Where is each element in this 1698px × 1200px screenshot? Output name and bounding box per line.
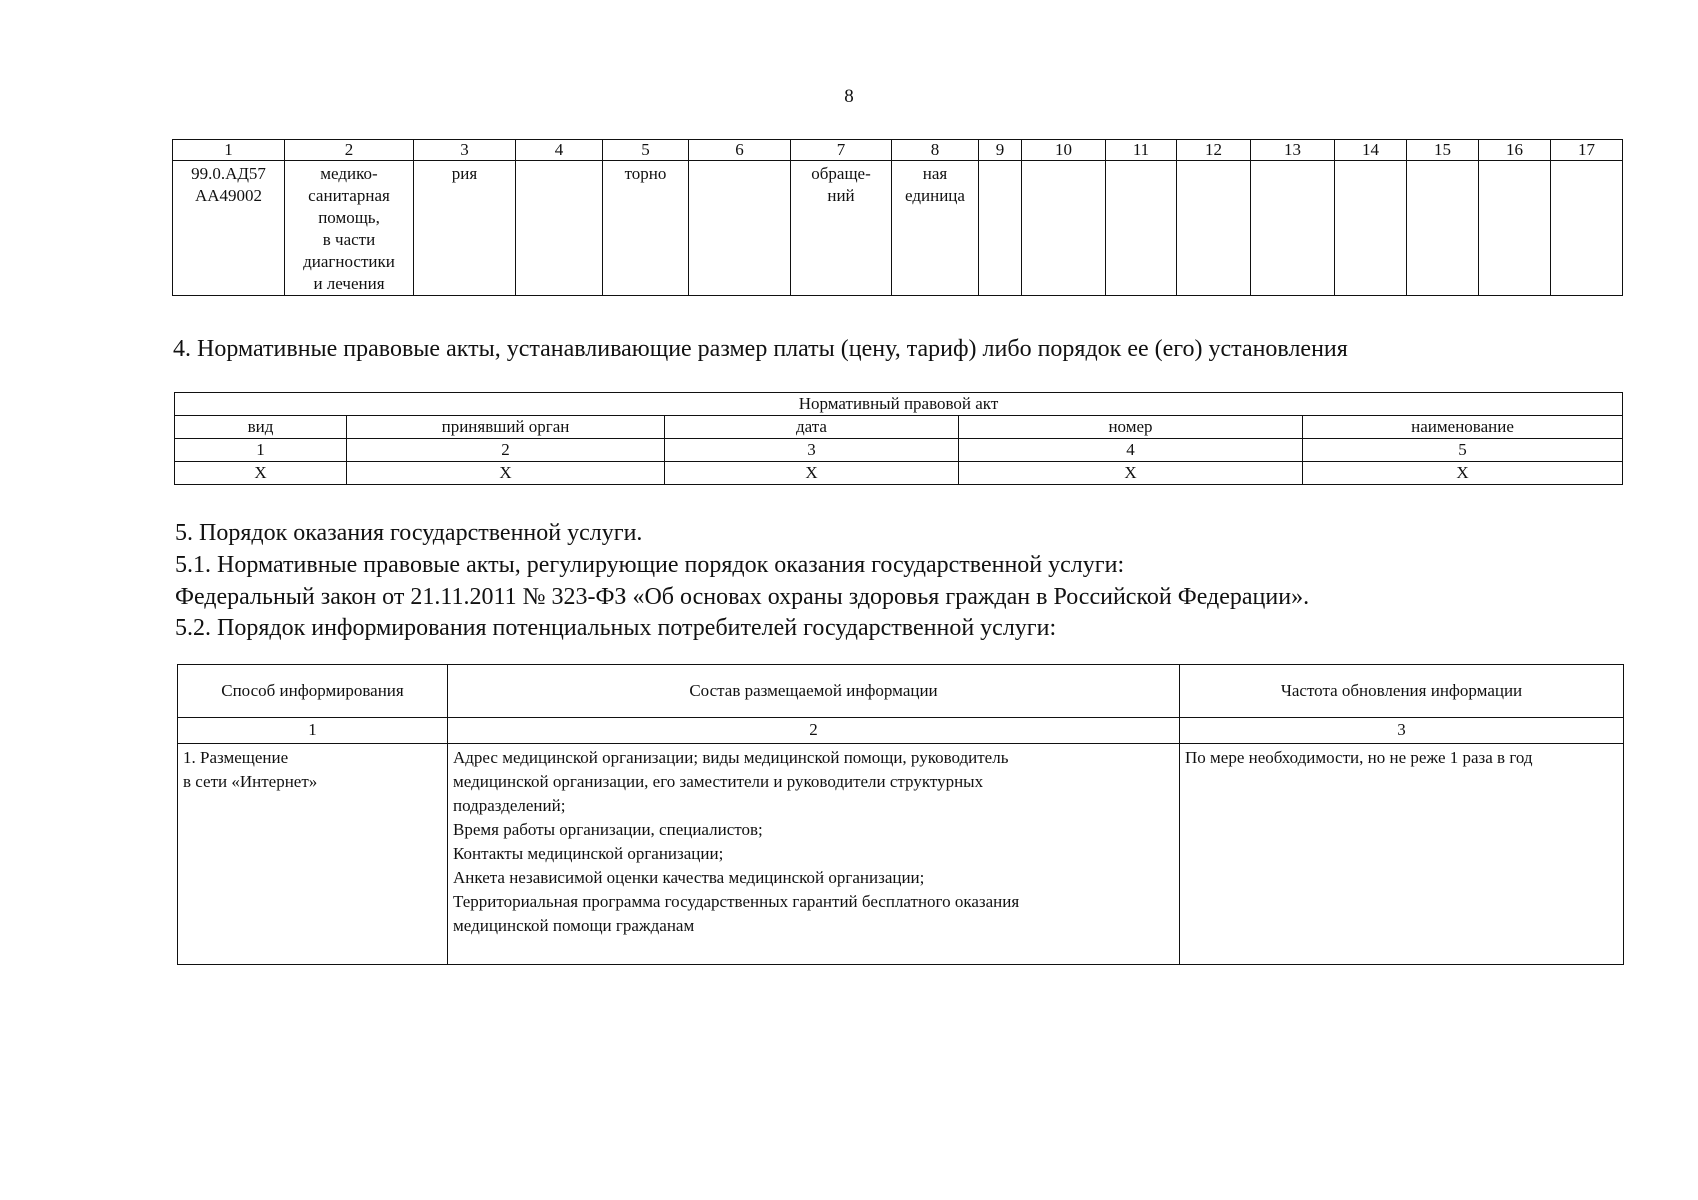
- col-number: 5: [603, 140, 689, 161]
- column-header: Способ информирования: [178, 665, 448, 718]
- table-header-row: [175, 416, 1623, 439]
- informing-method-cell: 1. Размещение в сети «Интернет»: [178, 744, 448, 965]
- table-cell: Х: [665, 462, 959, 485]
- col-number: 10: [1022, 140, 1106, 161]
- column-header: Состав размещаемой информации: [448, 665, 1180, 718]
- column-header: вид: [175, 416, 347, 439]
- col-number: 1: [178, 718, 448, 744]
- update-frequency-cell: По мере необходимости, но не реже 1 раза в год: [1180, 744, 1624, 965]
- column-header: дата: [665, 416, 959, 439]
- table-cell: Х: [175, 462, 347, 485]
- table-cell: рия: [414, 161, 516, 296]
- page-number: 8: [844, 86, 854, 107]
- table-cell: Х: [347, 462, 665, 485]
- table-cell: [516, 161, 603, 296]
- informing-table: [177, 664, 1624, 965]
- table-row: [175, 462, 1623, 485]
- table-cell: [1251, 161, 1335, 296]
- section-5-heading: 5. Порядок оказания государственной услуги.: [175, 520, 643, 546]
- column-header: Частота обновления информации: [1180, 665, 1624, 718]
- legal-acts-table: [174, 392, 1623, 485]
- col-number: 5: [1303, 439, 1623, 462]
- col-number: 3: [1180, 718, 1624, 744]
- col-number: 9: [979, 140, 1022, 161]
- table-title: Нормативный правовой акт: [175, 393, 1623, 416]
- col-number: 12: [1177, 140, 1251, 161]
- table-cell: торно: [603, 161, 689, 296]
- table-row: [178, 744, 1624, 965]
- col-number: 6: [689, 140, 791, 161]
- table-cell: Х: [1303, 462, 1623, 485]
- column-header: принявший орган: [347, 416, 665, 439]
- column-number-row: [178, 718, 1624, 744]
- col-number: 13: [1251, 140, 1335, 161]
- registry-code-cell: 99.0.АД57 АА49002: [173, 161, 285, 296]
- col-number: 16: [1479, 140, 1551, 161]
- col-number: 4: [959, 439, 1303, 462]
- table-cell: [1551, 161, 1623, 296]
- col-number: 14: [1335, 140, 1407, 161]
- table-cell: [1106, 161, 1177, 296]
- col-number: 17: [1551, 140, 1623, 161]
- col-number: 3: [665, 439, 959, 462]
- column-header: наименование: [1303, 416, 1623, 439]
- table-title-row: [175, 393, 1623, 416]
- services-table: [172, 139, 1623, 296]
- column-header: номер: [959, 416, 1303, 439]
- table-row: [173, 161, 1623, 296]
- table-header-row: [178, 665, 1624, 718]
- table-cell: [979, 161, 1022, 296]
- col-number: 3: [414, 140, 516, 161]
- col-number: 1: [175, 439, 347, 462]
- information-content-cell: Адрес медицинской организации; виды медицинской помощи, руководитель медицинской организации, его заместители и руководители структурных подразделений; Время работы организации, специалистов; Контакты медицинской организации; Анкета независимой оценки качества медицинской организации; Территориальная программа государственных гарантий бесплатного оказания медицинской помощи гражданам: [448, 744, 1180, 965]
- federal-law-reference: Федеральный закон от 21.11.2011 № 323-ФЗ «Об основах охраны здоровья граждан в Российской Федерации».: [175, 584, 1310, 610]
- column-number-row: [173, 140, 1623, 161]
- col-number: 2: [448, 718, 1180, 744]
- section-5-1-heading: 5.1. Нормативные правовые акты, регулирующие порядок оказания государственной услуги:: [175, 552, 1125, 578]
- table-cell: [1407, 161, 1479, 296]
- table-cell: [1335, 161, 1407, 296]
- column-number-row: [175, 439, 1623, 462]
- table-cell: [1479, 161, 1551, 296]
- section-5-2-heading: 5.2. Порядок информирования потенциальных потребителей государственной услуги:: [175, 615, 1057, 641]
- col-number: 1: [173, 140, 285, 161]
- service-content-cell: медико- санитарная помощь, в части диагностики и лечения: [285, 161, 414, 296]
- col-number: 15: [1407, 140, 1479, 161]
- table-cell: [1022, 161, 1106, 296]
- col-number: 11: [1106, 140, 1177, 161]
- col-number: 7: [791, 140, 892, 161]
- table-cell: Х: [959, 462, 1303, 485]
- table-cell: обраще- ний: [791, 161, 892, 296]
- col-number: 8: [892, 140, 979, 161]
- table-cell: [689, 161, 791, 296]
- col-number: 2: [285, 140, 414, 161]
- table-cell: [1177, 161, 1251, 296]
- section-4-heading: 4. Нормативные правовые акты, устанавливающие размер платы (цену, тариф) либо порядок ее (его) установления: [173, 336, 1348, 362]
- table-cell: ная единица: [892, 161, 979, 296]
- col-number: 4: [516, 140, 603, 161]
- col-number: 2: [347, 439, 665, 462]
